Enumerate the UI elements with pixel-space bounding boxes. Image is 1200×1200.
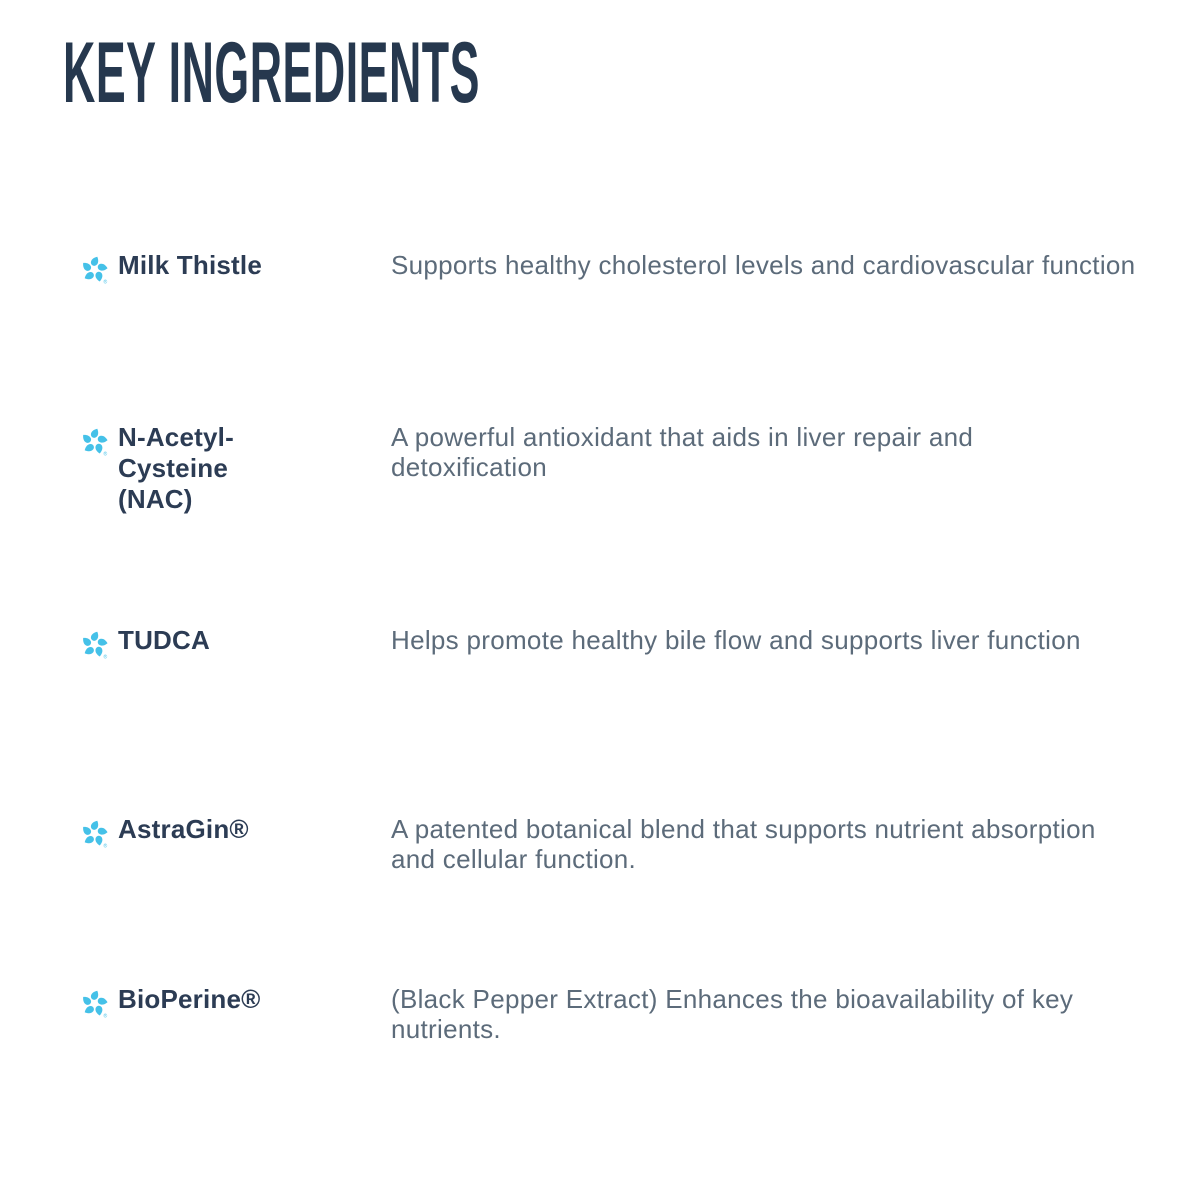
- ingredient-description: Supports healthy cholesterol levels and cardiovascular function: [391, 250, 1136, 280]
- petal-cluster-icon: [79, 629, 110, 660]
- ingredient-row-milk-thistle: [0, 250, 1200, 370]
- ingredient-name: TUDCA: [118, 625, 210, 655]
- ingredient-row-astragin: [0, 814, 1200, 934]
- ingredient-name: AstraGin®: [118, 814, 249, 844]
- svg-text:®: ®: [103, 654, 108, 660]
- petal-cluster-icon: [79, 254, 110, 285]
- ingredient-description: A patented botanical blend that supports nutrient absorption and cellular function.: [391, 814, 1096, 874]
- page-title: KEY INGREDIENTS: [63, 25, 480, 121]
- svg-text:®: ®: [103, 279, 108, 285]
- svg-text:®: ®: [103, 451, 108, 457]
- ingredient-row-bioperine: [0, 984, 1200, 1104]
- ingredient-description: A powerful antioxidant that aids in liver repair and detoxification: [391, 422, 974, 482]
- ingredient-name: N-Acetyl-Cysteine (NAC): [118, 422, 234, 514]
- petal-cluster-icon: [79, 988, 110, 1019]
- ingredient-row-tudca: [0, 625, 1200, 745]
- ingredient-row-nac: [0, 422, 1200, 542]
- ingredient-description: (Black Pepper Extract) Enhances the bioavailability of key nutrients.: [391, 984, 1074, 1044]
- ingredient-name: BioPerine®: [118, 984, 261, 1014]
- petal-cluster-icon: [79, 426, 110, 457]
- svg-text:®: ®: [103, 1013, 108, 1019]
- petal-cluster-icon: [79, 818, 110, 849]
- ingredient-description: Helps promote healthy bile flow and supports liver function: [391, 625, 1081, 655]
- ingredient-name: Milk Thistle: [118, 250, 262, 280]
- svg-text:®: ®: [103, 843, 108, 849]
